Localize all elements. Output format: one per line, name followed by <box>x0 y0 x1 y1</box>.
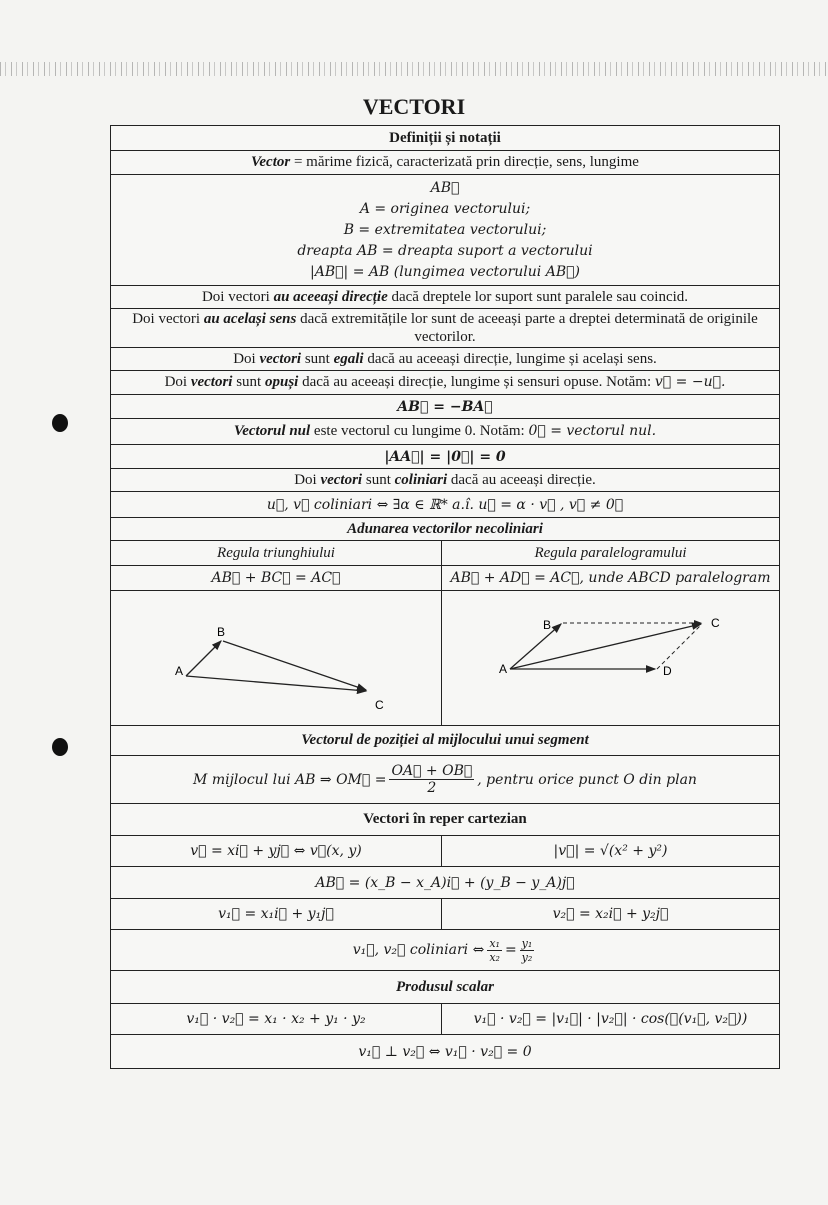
equal-vectors-def: Doi vectori sunt egali dacă au aceeași direcție, lungime și același sens. <box>111 348 779 371</box>
v2-formula: v₂⃗ = x₂i⃗ + y₂j⃗ <box>552 906 669 922</box>
parallelogram-formula: AB⃗ + AD⃗ = AC⃗, unde ABCD paralelogram <box>450 570 771 586</box>
punch-hole <box>52 738 68 756</box>
scalar-coordinates: v₁⃗ · v₂⃗ = x₁ · x₂ + y₁ · y₂ <box>111 1004 442 1034</box>
collinear-formula: u⃗, v⃗ coliniari ⇔ ∃α ∈ ℝ* a.î. u⃗ = α · v⃗ , v⃗ ≠ 0⃗ <box>111 492 779 518</box>
point-c: C <box>375 697 384 712</box>
vector-ab <box>510 624 561 669</box>
opposite-vectors-def: Doi vectori sunt opuși dacă au aceeași direcție, lungime și sensuri opuse. Notăm: v⃗ = −u⃗. <box>111 371 779 395</box>
point-b: B <box>217 624 226 639</box>
scan-artifact <box>0 62 828 76</box>
triangle-rule-label: Regula triunghiului <box>111 541 442 565</box>
point-c: C <box>710 615 720 630</box>
rules-diagrams <box>111 591 779 726</box>
vector-ab <box>186 641 221 676</box>
ab-notation-block: AB⃗ A = originea vectorului; B = extremitatea vectorului; dreapta AB = dreapta suport a vectorului |AB⃗| = AB (lungimea vectorului AB⃗) <box>111 175 779 286</box>
point-d: D <box>662 663 672 678</box>
point-a: A <box>498 661 507 676</box>
perpendicular-condition: v₁⃗ ⊥ v₂⃗ ⇔ v₁⃗ · v₂⃗ = 0 <box>358 1043 532 1060</box>
vector-ac <box>186 676 366 691</box>
section-header: Definiții și notații <box>111 126 779 151</box>
scalar-angle: v₁⃗ · v₂⃗ = |v₁⃗| · |v₂⃗| · cos(∢(v₁⃗, v₂⃗)) <box>473 1011 748 1027</box>
vector-ac <box>510 624 701 669</box>
vector-norm: |v⃗| = √(x² + y²) <box>553 843 668 859</box>
v1-v2-row <box>111 899 779 930</box>
ab-minus-ba: AB⃗ = −BA⃗ <box>111 395 779 419</box>
section-header: Adunarea vectorilor necoliniari <box>111 518 779 541</box>
same-direction-def: Doi vectori au aceeași direcție dacă dreptele lor suport sunt paralele sau coincid. <box>111 286 779 309</box>
null-vector-def: Vectorul nul este vectorul cu lungime 0. Notăm: 0⃗ = vectorul nul. <box>111 419 779 445</box>
section-header: Vectorul de poziției al mijlocului unui segment <box>111 726 779 756</box>
cartesian-row <box>111 836 779 867</box>
midpoint-formula: M mijlocul lui AB ⇒ OM⃗ = $\frac{OA⃗ + OB⃗}{2}$ , pentru orice punct O din plan <box>111 756 779 804</box>
parallelogram-rule-label: Regula paralelogramului <box>534 544 687 561</box>
section-header: Produsul scalar <box>111 971 779 1004</box>
scalar-row <box>111 1004 779 1035</box>
vector-decomposition: v⃗ = xi⃗ + yj⃗ ⇔ v⃗(x, y) <box>111 836 442 866</box>
parallelogram-svg <box>443 591 779 726</box>
page-title: VECTORI <box>362 94 466 119</box>
punch-hole <box>52 414 68 432</box>
vector-bc <box>223 641 366 690</box>
point-b: B <box>542 617 551 632</box>
collinear-def: Doi vectori sunt coliniari dacă au aceeași direcție. <box>111 469 779 492</box>
section-header: Vectori în reper cartezian <box>111 804 779 836</box>
ab-coordinates: AB⃗ = (x_B − x_A)i⃗ + (y_B − y_A)j⃗ <box>111 867 779 899</box>
vector-definition: Vector = mărime fizică, caracterizată prin direcție, sens, lungime <box>111 151 779 175</box>
triangle-formula: AB⃗ + BC⃗ = AC⃗ <box>111 566 442 590</box>
parallelogram-diagram <box>442 591 779 725</box>
rules-formulas <box>111 566 779 591</box>
triangle-svg <box>111 591 441 726</box>
segment-dc <box>657 625 701 669</box>
v1-formula: v₁⃗ = x₁i⃗ + y₁j⃗ <box>111 899 442 929</box>
point-a: A <box>175 663 184 678</box>
collinear-coordinates: v₁⃗, v₂⃗ coliniari ⇔ $\frac{\text{x₁}}{\text{x₂}}$ = $\frac{\text{y₁}}{\text{y₂}}$ <box>111 930 779 971</box>
triangle-diagram <box>111 591 442 725</box>
formula-table <box>110 125 780 1069</box>
rules-header <box>111 541 779 566</box>
same-sense-def: Doi vectori au același sens dacă extremitățile lor sunt de aceeași parte a dreptei determinată de originile vectorilor. <box>111 309 779 348</box>
null-vector-norm: |AA⃗| = |0⃗| = 0 <box>111 445 779 469</box>
